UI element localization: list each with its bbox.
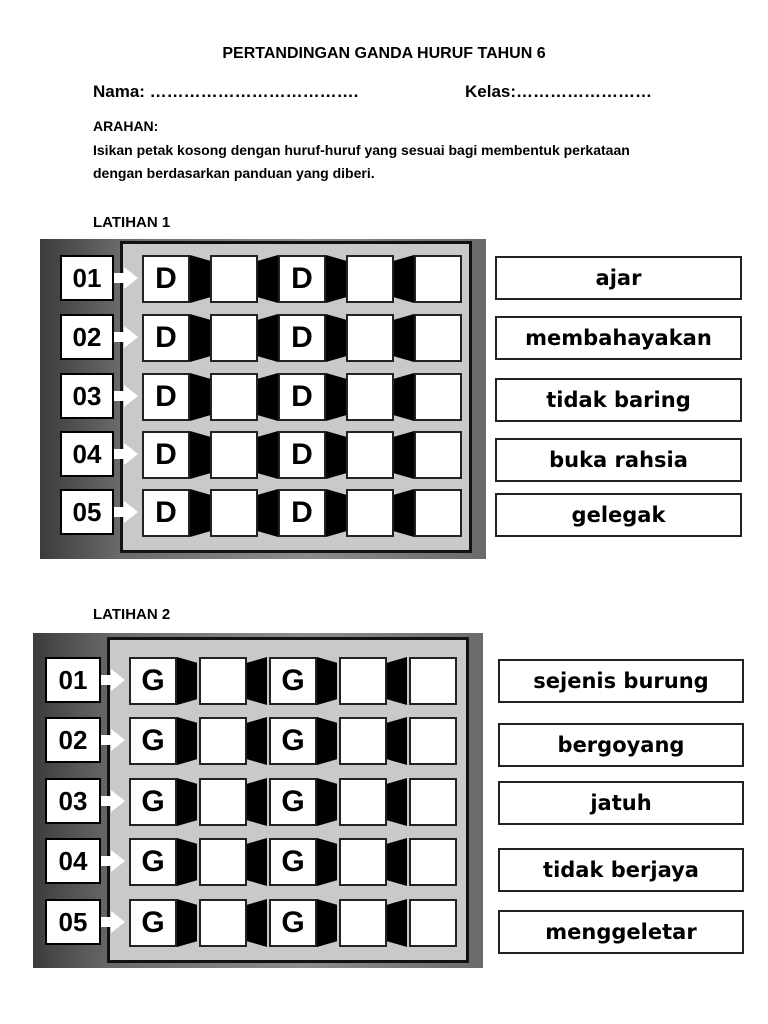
- clue-box-4: tidak berjaya: [498, 848, 744, 892]
- cell-connector: [247, 899, 267, 947]
- clue-box-2: bergoyang: [498, 723, 744, 767]
- row-number-2: 02: [60, 314, 114, 360]
- letter-cell-blank[interactable]: [210, 431, 258, 479]
- cell-connector: [387, 838, 407, 886]
- directions-text: Isikan petak kosong dengan huruf-huruf yang sesuai bagi membentuk perkataan dengan berdasarkan panduan yang diberi.: [93, 142, 630, 181]
- letter-cell-given: G: [129, 778, 177, 826]
- letter-cell-given: D: [142, 314, 190, 362]
- cell-connector: [394, 255, 414, 303]
- arrow-right-icon: [124, 267, 138, 289]
- cell-connector: [326, 314, 346, 362]
- cell-connector: [258, 489, 278, 537]
- arrow-right-icon: [124, 501, 138, 523]
- letter-cell-given: G: [269, 899, 317, 947]
- cell-connector: [326, 489, 346, 537]
- cell-connector: [387, 717, 407, 765]
- letter-cell-blank[interactable]: [409, 717, 457, 765]
- letter-cell-blank[interactable]: [199, 899, 247, 947]
- letter-cell-blank[interactable]: [339, 717, 387, 765]
- arrow-right-icon: [111, 729, 125, 751]
- cell-connector: [317, 778, 337, 826]
- cell-connector: [177, 778, 197, 826]
- letter-cell-blank[interactable]: [409, 778, 457, 826]
- cell-connector: [394, 489, 414, 537]
- letter-cell-blank[interactable]: [346, 431, 394, 479]
- row-number-5: 05: [60, 489, 114, 535]
- letter-cell-blank[interactable]: [199, 838, 247, 886]
- row-number-4: 04: [45, 838, 101, 884]
- letter-cell-given: G: [269, 838, 317, 886]
- letter-cell-blank[interactable]: [414, 489, 462, 537]
- letter-cell-blank[interactable]: [409, 838, 457, 886]
- name-field-label: Nama: ……………………………….: [93, 82, 359, 101]
- letter-cell-blank[interactable]: [346, 255, 394, 303]
- clue-box-2: membahayakan: [495, 316, 742, 360]
- letter-cell-given: D: [142, 489, 190, 537]
- arrow-right-icon: [111, 669, 125, 691]
- cell-connector: [326, 373, 346, 421]
- letter-cell-blank[interactable]: [210, 255, 258, 303]
- cell-connector: [190, 489, 210, 537]
- arrow-right-icon: [111, 790, 125, 812]
- arrow-right-icon: [111, 850, 125, 872]
- letter-cell-blank[interactable]: [346, 314, 394, 362]
- cell-connector: [258, 431, 278, 479]
- cell-connector: [177, 899, 197, 947]
- letter-cell-given: D: [278, 431, 326, 479]
- exercise-1-title: LATIHAN 1: [93, 214, 171, 231]
- letter-cell-given: G: [269, 657, 317, 705]
- cell-connector: [247, 657, 267, 705]
- row-number-3: 03: [45, 778, 101, 824]
- exercise-2-title: LATIHAN 2: [93, 606, 171, 623]
- letter-cell-blank[interactable]: [199, 657, 247, 705]
- row-number-5: 05: [45, 899, 101, 945]
- cell-connector: [247, 838, 267, 886]
- cell-connector: [394, 431, 414, 479]
- cell-connector: [394, 373, 414, 421]
- cell-connector: [317, 899, 337, 947]
- row-number-1: 01: [60, 255, 114, 301]
- row-number-2: 02: [45, 717, 101, 763]
- cell-connector: [190, 373, 210, 421]
- letter-cell-given: G: [129, 838, 177, 886]
- letter-cell-blank[interactable]: [409, 899, 457, 947]
- directions-heading: ARAHAN:: [93, 118, 159, 134]
- letter-cell-blank[interactable]: [339, 778, 387, 826]
- cell-connector: [177, 717, 197, 765]
- letter-cell-given: G: [269, 717, 317, 765]
- cell-connector: [317, 838, 337, 886]
- letter-cell-blank[interactable]: [409, 657, 457, 705]
- exercise-1-puzzle-board: [40, 239, 486, 559]
- cell-connector: [258, 373, 278, 421]
- letter-cell-given: D: [142, 373, 190, 421]
- letter-cell-blank[interactable]: [414, 314, 462, 362]
- clue-box-3: tidak baring: [495, 378, 742, 422]
- clue-box-5: menggeletar: [498, 910, 744, 954]
- cell-connector: [394, 314, 414, 362]
- class-field-label: Kelas:……………………: [465, 82, 653, 101]
- worksheet-title: PERTANDINGAN GANDA HURUF TAHUN 6: [222, 45, 546, 62]
- row-number-1: 01: [45, 657, 101, 703]
- arrow-right-icon: [124, 385, 138, 407]
- cell-connector: [317, 657, 337, 705]
- letter-cell-blank[interactable]: [199, 717, 247, 765]
- clue-box-4: buka rahsia: [495, 438, 742, 482]
- cell-connector: [387, 657, 407, 705]
- row-number-4: 04: [60, 431, 114, 477]
- cell-connector: [247, 778, 267, 826]
- letter-cell-blank[interactable]: [414, 255, 462, 303]
- letter-cell-blank[interactable]: [210, 314, 258, 362]
- clue-box-3: jatuh: [498, 781, 744, 825]
- letter-cell-blank[interactable]: [210, 489, 258, 537]
- cell-connector: [177, 838, 197, 886]
- letter-cell-blank[interactable]: [346, 373, 394, 421]
- arrow-right-icon: [124, 443, 138, 465]
- exercise-2-puzzle-board: [33, 633, 483, 968]
- letter-cell-given: D: [142, 255, 190, 303]
- clue-box-1: ajar: [495, 256, 742, 300]
- cell-connector: [317, 717, 337, 765]
- letter-cell-blank[interactable]: [339, 838, 387, 886]
- cell-connector: [258, 314, 278, 362]
- letter-cell-blank[interactable]: [346, 489, 394, 537]
- letter-cell-blank[interactable]: [414, 373, 462, 421]
- letter-cell-given: D: [278, 373, 326, 421]
- letter-cell-blank[interactable]: [339, 899, 387, 947]
- cell-connector: [387, 899, 407, 947]
- letter-cell-given: G: [269, 778, 317, 826]
- letter-cell-given: G: [129, 717, 177, 765]
- cell-connector: [177, 657, 197, 705]
- letter-cell-blank[interactable]: [414, 431, 462, 479]
- letter-cell-given: G: [129, 899, 177, 947]
- letter-cell-given: D: [278, 489, 326, 537]
- letter-cell-given: D: [278, 255, 326, 303]
- cell-connector: [190, 255, 210, 303]
- arrow-right-icon: [124, 326, 138, 348]
- clue-box-1: sejenis burung: [498, 659, 744, 703]
- cell-connector: [247, 717, 267, 765]
- cell-connector: [387, 778, 407, 826]
- letter-cell-given: G: [129, 657, 177, 705]
- letter-cell-blank[interactable]: [210, 373, 258, 421]
- cell-connector: [326, 255, 346, 303]
- cell-connector: [190, 431, 210, 479]
- letter-cell-blank[interactable]: [339, 657, 387, 705]
- arrow-right-icon: [111, 911, 125, 933]
- clue-box-5: gelegak: [495, 493, 742, 537]
- letter-cell-blank[interactable]: [199, 778, 247, 826]
- cell-connector: [258, 255, 278, 303]
- letter-cell-given: D: [142, 431, 190, 479]
- letter-cell-given: D: [278, 314, 326, 362]
- cell-connector: [190, 314, 210, 362]
- cell-connector: [326, 431, 346, 479]
- row-number-3: 03: [60, 373, 114, 419]
